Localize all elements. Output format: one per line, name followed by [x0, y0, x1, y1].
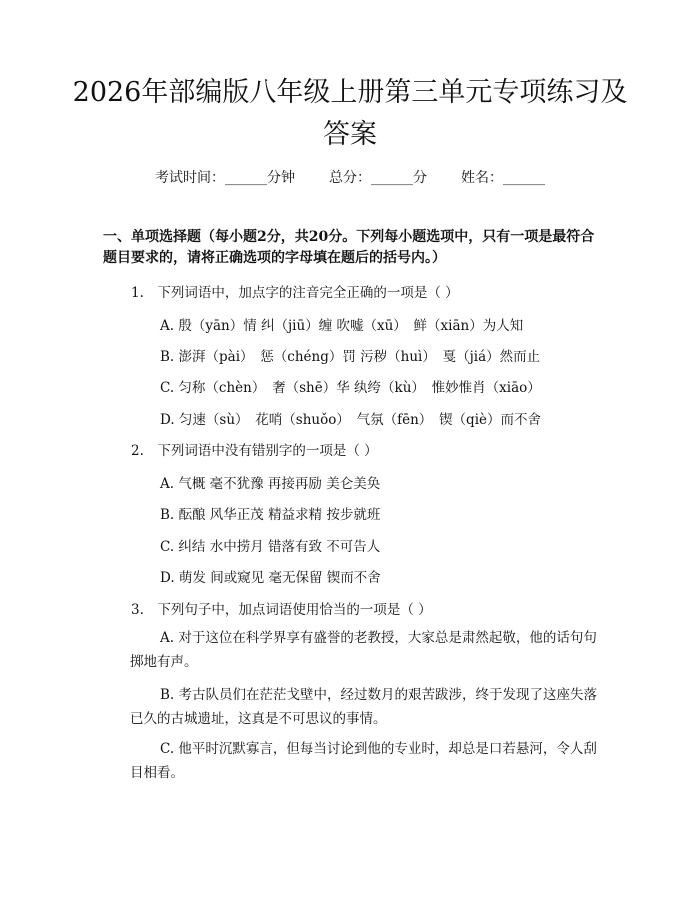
option-c: C. 纠结 水中捞月 错落有致 不可告人: [160, 539, 381, 555]
exam-info-line: [0, 168, 700, 188]
question-stem: 1. 下列词语中，加点字的注音完全正确的一项是（ ）: [131, 285, 459, 301]
option-b: B. 考古队员们在茫茫戈壁中，经过数月的艰苦跋涉，终于发现了这座失落已久的古城遗址，这真是不可思议的事情。: [130, 687, 598, 727]
option-d: D. 匀速（sù） 花哨（shuǒo） 气氛（fēn） 锲（qiè）而不舍: [160, 412, 541, 428]
question-stem: 3. 下列句子中，加点词语使用恰当的一项是（ ）: [131, 602, 432, 618]
score-label: 总分：: [329, 170, 371, 186]
document-title: 2026年部编版八年级上册第三单元专项练习及答案: [72, 77, 628, 150]
option-c: C. 他平时沉默寡言，但每当讨论到他的专业时，却总是口若悬河，令人刮目相看。: [130, 741, 597, 781]
name-blank: ______: [503, 170, 545, 186]
option-c: C. 匀称（chèn） 奢（shē）华 纨绔（kù） 惟妙惟肖（xiāo）: [160, 380, 541, 396]
time-label: 考试时间：: [155, 170, 225, 186]
option-a: A. 气概 毫不犹豫 再接再励 美仑美奂: [160, 476, 381, 492]
option-a: A. 对于这位在科学界享有盛誉的老教授，大家总是肃然起敬，他的话句句掷地有声。: [130, 630, 597, 670]
option-d: D. 萌发 间或窥见 毫无保留 锲而不舍: [160, 570, 381, 586]
score-blank: ______分: [371, 170, 427, 186]
time-blank: ______分钟: [225, 170, 295, 186]
option-a: A. 殷（yān）情 纠（jiū）缠 吹嘘（xū） 鲜（xiān）为人知: [160, 318, 524, 334]
option-b: B. 酝酿 风华正茂 精益求精 按步就班: [160, 507, 381, 523]
question-stem: 2. 下列词语中没有错别字的一项是（ ）: [131, 443, 378, 459]
option-b: B. 澎湃（pài） 惩（chéng）罚 污秽（huì） 戛（jiá）然而止: [160, 349, 541, 365]
name-label: 姓名：: [461, 170, 503, 186]
section-heading: 一、单项选择题（每小题2分，共20分。下列每小题选项中，只有一项是最符合题目要求的，请将正确选项的字母填在题后的括号内。）: [103, 229, 595, 266]
